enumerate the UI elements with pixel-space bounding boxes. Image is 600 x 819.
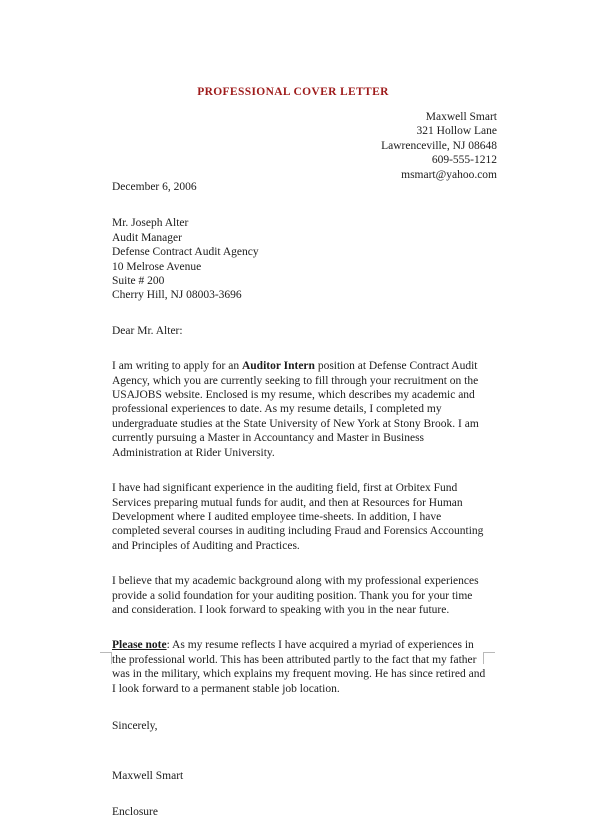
recipient-title: Audit Manager: [112, 231, 182, 244]
recipient-suite: Suite # 200: [112, 275, 165, 288]
enclosure-note: Enclosure: [112, 805, 158, 818]
crop-mark-bottom-left: [100, 652, 112, 664]
sender-city-state-zip: Lawrenceville, NJ 08648: [381, 139, 497, 152]
crop-mark-bottom-right: [483, 652, 495, 664]
sender-address-block: [381, 110, 497, 182]
salutation: Dear Mr. Alter:: [112, 324, 183, 337]
paragraph-1-rest: position at Defense Contract Audit Agency, which you are currently seeking to fill through your recruitment on the USAJOBS website. Enclosed is my resume, which describes my academic and professional experiences to date. As my resume details, I completed my undergraduate studies at the State University of New York at Stony Brook. I am currently pursuing a Master in Accountancy and Master in Business Administration at Rider University.: [112, 360, 479, 459]
please-note-emphasis: Please note: [112, 639, 167, 652]
closing-line: Sincerely,: [112, 719, 158, 732]
recipient-address-block: [112, 216, 488, 302]
recipient-company: Defense Contract Audit Agency: [112, 246, 259, 259]
body-paragraph-2: I have had significant experience in the auditing field, first at Orbitex Fund Services preparing mutual funds for audit, and then at Resources for Human Development where I audited employee time-sheets. In addition, I have completed several courses in auditing including Fraud and Forensics Accounting and Principles of Auditing and Practices.: [112, 482, 484, 552]
body-paragraph-1: [112, 359, 488, 460]
signature-name: Maxwell Smart: [112, 770, 184, 783]
sender-street: 321 Hollow Lane: [416, 125, 497, 138]
sender-name: Maxwell Smart: [425, 111, 497, 123]
sender-email: msmart@yahoo.com: [401, 168, 497, 181]
job-title-emphasis: Auditor Intern: [241, 360, 315, 373]
recipient-name: Mr. Joseph Alter: [112, 217, 189, 230]
letter-body: [112, 180, 488, 819]
recipient-street: 10 Melrose Avenue: [112, 260, 202, 273]
paragraph-4-rest: : As my resume reflects I have acquired a myriad of experiences in the professional world. This has been attributed partly to the fact that my father was in the military, which explains my frequent moving. He has since retired and I look forward to a permanent stable job location.: [112, 639, 486, 695]
recipient-city-state-zip: Cherry Hill, NJ 08003-3696: [112, 289, 242, 302]
page-title: PROFESSIONAL COVER LETTER: [197, 86, 389, 98]
sender-phone: 609-555-1212: [431, 154, 497, 167]
body-paragraph-4: [112, 638, 488, 696]
paragraph-1-lead: I am writing to apply for an: [112, 360, 242, 373]
body-paragraph-3: I believe that my academic background along with my professional experiences provide a solid foundation for your auditing position. Thank you for your time and consideration. I look forward to speaking with you in the near future.: [112, 575, 479, 616]
letter-date: December 6, 2006: [112, 181, 197, 193]
